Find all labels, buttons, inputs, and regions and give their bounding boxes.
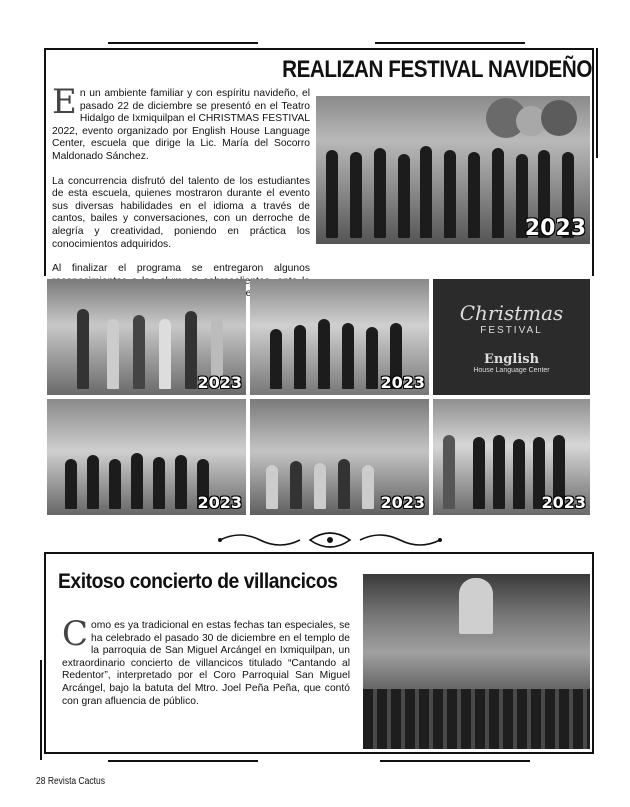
top-rule-left [108,42,258,44]
festival-main-photo [316,96,590,244]
festival-grid-photo-4: 2023 [250,399,429,515]
side-rule-right [596,48,598,158]
top-rule-right [375,42,525,44]
festival-paragraph-1: En un ambiente familiar y con espíritu navideño, el pasado 22 de diciembre se presentó en el Teatro Hidalgo de Ixmiquilpan el CHRISTMAS FESTIVAL 2022, evento organizado por English House Language Center, escuela que dirige la Lic. María del Socorro Maldonado Sánchez. [52,82,310,162]
concert-text [62,614,350,720]
concert-photo [363,574,590,749]
concert-dropcap: C [62,614,89,654]
festival-grid-photo-5: 2023 [433,399,590,515]
bottom-rule-left [108,760,258,762]
festival-grid-photo-3: 2023 [47,399,246,515]
page-footer: 28 Revista Cactus [36,776,105,787]
photo-year-badge: 2023 [524,216,586,241]
concert-paragraph: Como es ya tradicional en estas fechas tan especiales, se ha celebrado el pasado 30 de diciembre en el templo de la parroquia de San Miguel Arcángel en Ixmiquilpan, un extraordinario concierto de villancicos titulado “Cantando al Redentor”, interpretado por el Coro Parroquial San Miguel Arcángel, bajo la batuta del Mtro. Joel Peña Peña, que contó con gran afluencia de público. [62,614,350,707]
logo-festival: FESTIVAL [480,324,543,336]
festival-grid-photo-2: 2023 [250,279,429,395]
logo-brand: English [483,351,540,367]
festival-logo-card [433,279,590,395]
bottom-rule-right [380,760,530,762]
festival-headline: REALIZAN FESTIVAL NAVIDEÑO [282,56,592,83]
logo-brand-sub: House Language Center [473,366,550,374]
logo-script: Christmas [459,300,564,325]
concert-headline: Exitoso concierto de villancicos [58,570,338,593]
festival-dropcap: E [52,82,77,122]
festival-paragraph-2: La concurrencia disfrutó del talento de los estudiantes de esta escuela, quienes mostraron durante el evento sus diversas habilidades en el idioma a través de cantos, bailes y conversaciones, con un derroche de alegría y creatividad, poniendo en práctica los conocimientos adquiridos. [52,175,310,250]
festival-grid-photo-1: 2023 [47,279,246,395]
side-rule-left [40,660,42,760]
festival-paragraph-3: Al finalizar el programa se entregaron algunos [52,263,310,275]
ornament-divider [215,530,445,550]
